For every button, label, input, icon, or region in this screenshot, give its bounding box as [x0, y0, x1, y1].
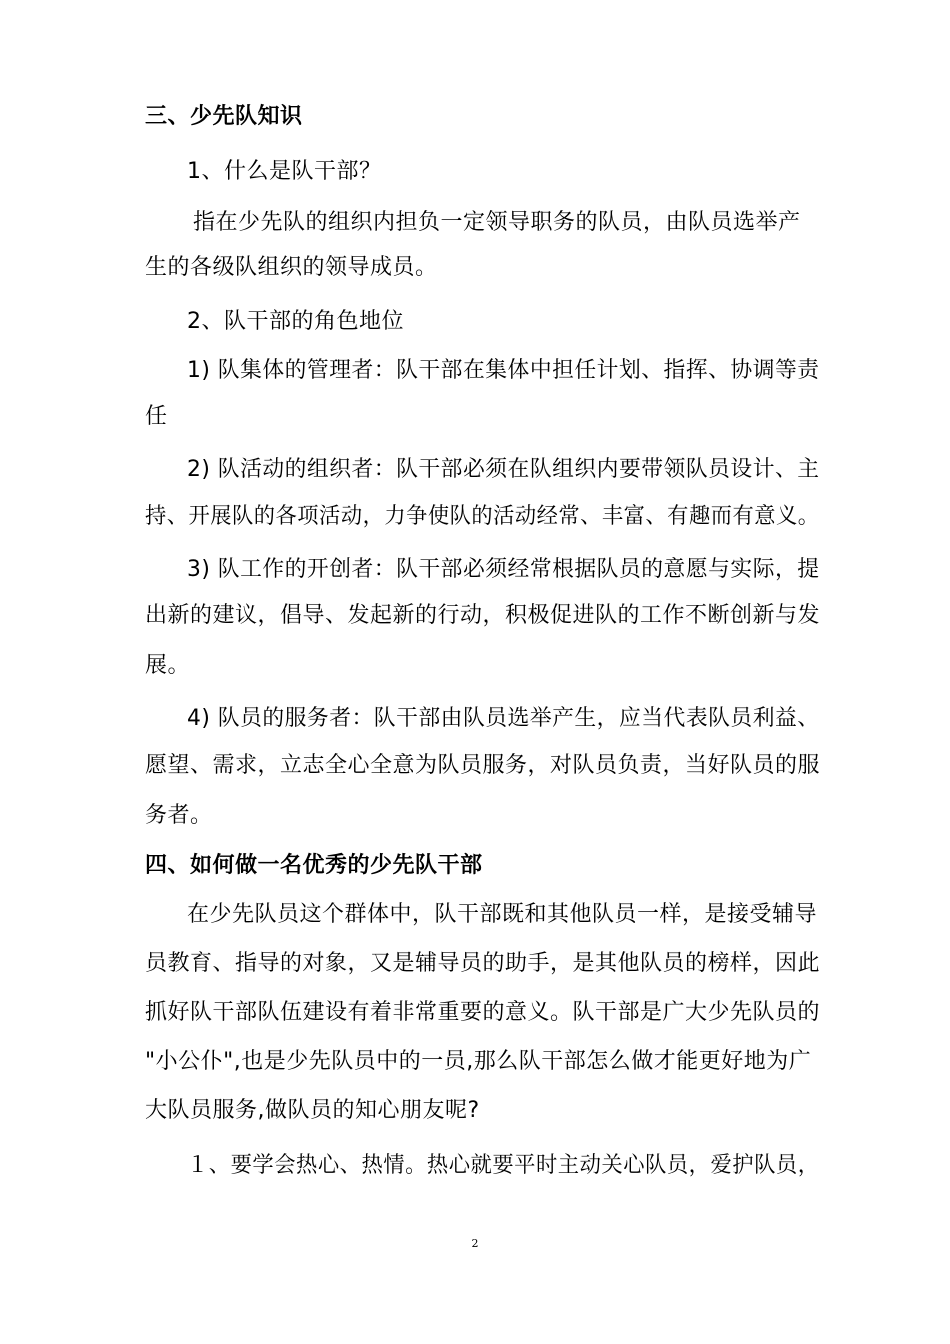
answer-1-line-1: 指在少先队的组织内担负一定领导职务的队员，由队员选举产 — [193, 210, 801, 235]
role-4-line-3: 务者。 — [145, 803, 213, 828]
role-3-line-2: 出新的建议，倡导、发起新的行动，积极促进队的工作不断创新与发 — [145, 603, 821, 628]
paragraph-2-line-1: １、要学会热心、热情。热心就要平时主动关心队员，爱护队员， — [187, 1153, 820, 1178]
role-1-line-2: 任 — [145, 404, 168, 429]
section-heading-4: 四、如何做一名优秀的少先队干部 — [145, 853, 483, 878]
section-heading-3: 三、少先队知识 — [145, 104, 303, 129]
role-1-line-1: 1) 队集体的管理者：队干部在集体中担任计划、指挥、协调等责 — [187, 358, 820, 383]
paragraph-1-line-2: 员教育、指导的对象，又是辅导员的助手，是其他队员的榜样，因此 — [145, 951, 821, 976]
page-number: 2 — [471, 1237, 479, 1250]
role-3-line-1: 3) 队工作的开创者：队干部必须经常根据队员的意愿与实际，提 — [187, 557, 820, 582]
question-2: 2、队干部的角色地位 — [187, 309, 404, 334]
paragraph-1-line-3: 抓好队干部队伍建设有着非常重要的意义。队干部是广大少先队员的 — [145, 1000, 821, 1025]
role-4-line-2: 愿望、需求，立志全心全意为队员服务，对队员负责，当好队员的服 — [145, 753, 821, 778]
role-4-line-1: 4) 队员的服务者：队干部由队员选举产生，应当代表队员利益、 — [187, 706, 820, 731]
paragraph-1-line-5: 大队员服务,做队员的知心朋友呢? — [145, 1098, 480, 1123]
answer-1-line-2: 生的各级队组织的领导成员。 — [145, 255, 438, 280]
role-2-line-1: 2) 队活动的组织者：队干部必须在队组织内要带领队员设计、主 — [187, 457, 820, 482]
question-1: 1、什么是队干部？ — [187, 159, 382, 184]
role-3-line-3: 展。 — [145, 653, 191, 678]
role-2-line-2: 持、开展队的各项活动，力争使队的活动经常、丰富、有趣而有意义。 — [145, 504, 820, 529]
paragraph-1-line-4: "小公仆",也是少先队员中的一员,那么队干部怎么做才能更好地为广 — [145, 1049, 812, 1074]
paragraph-1-line-1: 在少先队员这个群体中，队干部既和其他队员一样，是接受辅导 — [187, 902, 818, 927]
